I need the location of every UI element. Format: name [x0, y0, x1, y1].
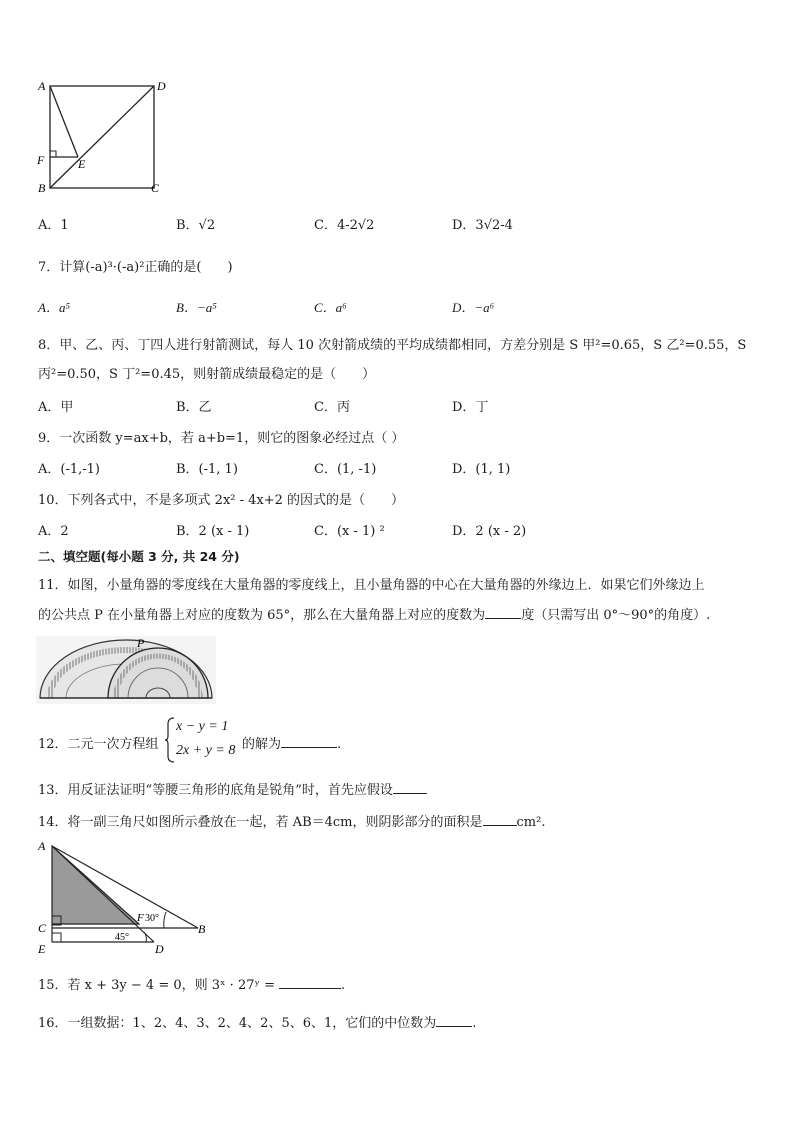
- q10-option-d: D．2 (x - 2): [452, 524, 527, 539]
- q14-answer-blank[interactable]: [483, 825, 517, 826]
- q9-option-c: C．(1, -1): [314, 462, 377, 477]
- q14-stem: 14．将一副三角尺如图所示叠放在一起，若 AB＝4cm，则阴影部分的面积是 cm².: [38, 815, 546, 830]
- q8-stem-line2: 丙²=0.50，S 丁²=0.45，则射箭成绩最稳定的是（ ）: [38, 367, 376, 382]
- label-d: D: [155, 942, 164, 956]
- q10-stem: 10．下列各式中，不是多项式 2x² - 4x+2 的因式的是（ ）: [38, 493, 405, 508]
- q7-option-b: B．−a⁵: [176, 300, 217, 315]
- q6-option-c: C．4-2√2: [314, 218, 375, 233]
- q9-stem: 9．一次函数 y=ax+b，若 a+b=1，则它的图象必经过点（ ）: [38, 431, 405, 446]
- label-e: E: [78, 157, 86, 171]
- q10-option-c: C．(x - 1) ²: [314, 524, 385, 539]
- label-f: F: [37, 153, 45, 167]
- label-f: F: [137, 912, 144, 924]
- q11-stem-line2: [38, 604, 710, 623]
- label-b: B: [198, 922, 206, 936]
- q10-option-b: B．2 (x - 1): [176, 524, 250, 539]
- q12-eq2: 2x + y = 8: [176, 743, 236, 758]
- q6-option-a: A．1: [38, 218, 69, 233]
- brace-icon: [164, 716, 176, 764]
- segment-ae: [50, 86, 78, 157]
- q8-stem-line1: 8．甲、乙、丙、丁四人进行射箭测试，每人 10 次射箭成绩的平均成绩都相同，方差分别是 S 甲²=0.65，S 乙²=0.55，S: [38, 338, 747, 353]
- q11-answer-blank[interactable]: [485, 618, 521, 619]
- q7-option-d: D．−a⁶: [452, 300, 495, 315]
- q15-answer-blank[interactable]: [279, 988, 341, 989]
- label-c: C: [151, 181, 160, 195]
- right-angle-mark: [50, 151, 56, 157]
- q8-option-b: B．乙: [176, 400, 212, 415]
- diagonal-bd: [50, 86, 154, 188]
- q12-eq1: x − y = 1: [176, 719, 229, 734]
- q8-option-c: C．丙: [314, 400, 350, 415]
- q12-answer-blank[interactable]: [281, 747, 337, 748]
- label-a: A: [38, 79, 46, 93]
- q9-option-d: D．(1, 1): [452, 462, 511, 477]
- q6-option-d: D．3√2-4: [452, 218, 513, 233]
- label-c: C: [38, 921, 47, 935]
- q7-stem: 7．计算(-a)³·(-a)²正确的是( ): [38, 260, 233, 275]
- q11-text-a: 的公共点 P 在小量角器上对应的度数为 65°，那么在大量角器上对应的度数为: [38, 608, 486, 623]
- q7-option-c: C．a⁶: [314, 300, 347, 315]
- q8-option-d: D．丁: [452, 400, 489, 415]
- q13-stem: 13．用反证法证明“等腰三角形的底角是锐角”时，首先应假设: [38, 779, 427, 798]
- q12-prefix: 12．二元一次方程组: [38, 737, 159, 752]
- protractor-figure: [36, 636, 216, 704]
- q11-text-b: 度（只需写出 0°～90°的角度）.: [521, 608, 711, 623]
- q12-suffix: 的解为 .: [242, 737, 342, 752]
- q10-option-a: A．2: [38, 524, 69, 539]
- label-p: P: [137, 636, 145, 650]
- label-e: E: [38, 942, 46, 956]
- q6-figure: [34, 76, 174, 196]
- label-d: D: [157, 79, 166, 93]
- label-b: B: [38, 181, 46, 195]
- label-a: A: [38, 839, 46, 853]
- q16-answer-blank[interactable]: [436, 1026, 472, 1027]
- angle-30: 30°: [145, 913, 159, 924]
- q15-stem: 15．若 x + 3y − 4 = 0，则 3ˣ · 27ʸ = .: [38, 978, 346, 993]
- section-heading: 二、填空题(每小题 3 分, 共 24 分): [38, 549, 240, 564]
- angle-45: 45°: [115, 932, 129, 943]
- q6-option-b: B．√2: [176, 218, 216, 233]
- q7-option-a: A．a⁵: [38, 300, 70, 315]
- q16-stem: 16．一组数据：1、2、4、3、2、4、2、5、6、1，它们的中位数为 .: [38, 1016, 477, 1031]
- q11-stem-line1: 11．如图，小量角器的零度线在大量角器的零度线上，且小量角器的中心在大量角器的外缘边上．如果它们外缘边上: [38, 578, 705, 593]
- q14-figure: [34, 836, 214, 956]
- q9-option-a: A．(-1,-1): [38, 462, 100, 477]
- q8-option-a: A．甲: [38, 400, 74, 415]
- q9-option-b: B．(-1, 1): [176, 462, 238, 477]
- q13-answer-blank[interactable]: [393, 793, 427, 794]
